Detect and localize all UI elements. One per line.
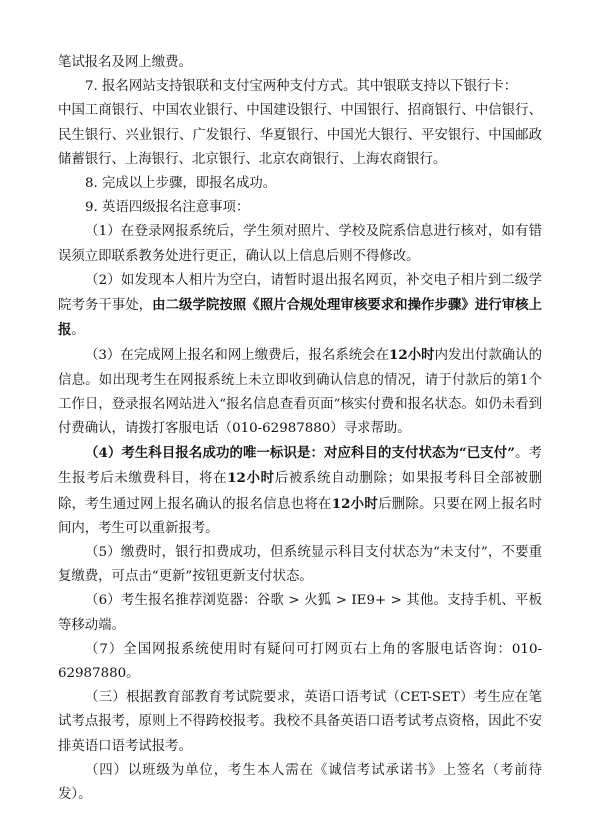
paragraph-9-2-end: 。 [71,323,85,339]
paragraph-9-4-text-b: 后被系统自动删除；如果报考科目全部被删除，考生通过网上报名确认的报名信息也将在 [58,471,543,512]
paragraph-9-2-text: （2）如发现本人相片为空白，请暂时退出报名网页，补交电子相片到二级学院考务干事处， [58,272,542,314]
bank-list: 中国工商银行、中国农业银行、中国建设银行、中国银行、招商银行、中信银行、民生银行、兴业银行、广发银行、华夏银行、中国光大银行、平安银行、中国邮政储蓄银行、上海银行、北京银行、北京农商银行、上海农商银行。 [58,103,542,167]
paragraph-9-5: （5）缴费时，银行扣费成功，但系统显示科目支付状态为“未支付”，不要重复缴费，可点击“更新”按钮更新支付状态。 [58,545,542,585]
paragraph-9-4-text-c: 后删除。只要在网上报名时间内，考生可以重新报考。 [58,496,543,536]
paragraph-9-7: （7）全国网报系统使用时有疑问可打网页右上角的客服电话咨询：010-62987880。 [58,641,542,682]
paragraph-9-4-bold-hours-2: 12小时 [331,495,379,512]
paragraph-9-3-bold: 12小时 [389,347,435,364]
paragraph-9-2-bold: 由二级学院按照《照片合规处理审核要求和操作步骤》进行审核上报 [58,297,543,339]
paragraph-8: 8. 完成以上步骤，即报名成功。 [85,176,277,192]
paragraph-9-4-text-a: 。考生报考后未缴费科目，将在 [58,446,542,487]
paragraph-9-3 [58,343,542,441]
paragraph-9-3-text-b: 内发出付款确认的信息。如出现考生在网报系统上未立即收到确认信息的情况，请于付款后的第1个工作日，登录报名网站进入“报名信息查看页面”核实付费和报名状态。如仍未看到付费确认，请拨打客服电话（010-62987880）寻求帮助。 [58,348,543,437]
paragraph-9-4-bold-lead: （4）考生科目报名成功的唯一标识是：对应科目的支付状态为“已支付” [85,445,515,462]
paragraph-section-3: （三）根据教育部教育考试院要求，英语口语考试（CET-SET）考生应在笔试考点报考，原则上不得跨校报考。我校不具备英语口语考试考点资格，因此不安排英语口语考试报考。 [58,690,542,754]
paragraph-9: 9. 英语四级报名注意事项： [85,200,250,216]
paragraph-section-4: （四）以班级为单位，考生本人需在《诚信考试承诺书》上签名（考前待发）。 [58,762,542,803]
paragraph-9-4-bold-hours-1: 12小时 [227,470,275,487]
paragraph-7: 7. 报名网站支持银联和支付宝两种支付方式。其中银联支持以下银行卡： [85,79,518,95]
paragraph-9-1: （1）在登录网报系统后，学生须对照片、学校及院系信息进行核对，如有错误须立即联系教务处进行更正，确认以上信息后则不得修改。 [58,224,542,264]
paragraph-9-6: （6）考生报名推荐浏览器：谷歌 > 火狐 > IE9+ > 其他。支持手机、平板等移动端。 [58,593,542,633]
paragraph-9-3-text-a: （3）在完成网上报名和网上缴费后，报名系统会在 [85,348,390,364]
paragraph-intro: 笔试报名及网上缴费。 [58,55,192,70]
document-body [58,51,542,807]
paragraph-9-4 [58,441,542,541]
paragraph-9-2 [58,269,542,344]
